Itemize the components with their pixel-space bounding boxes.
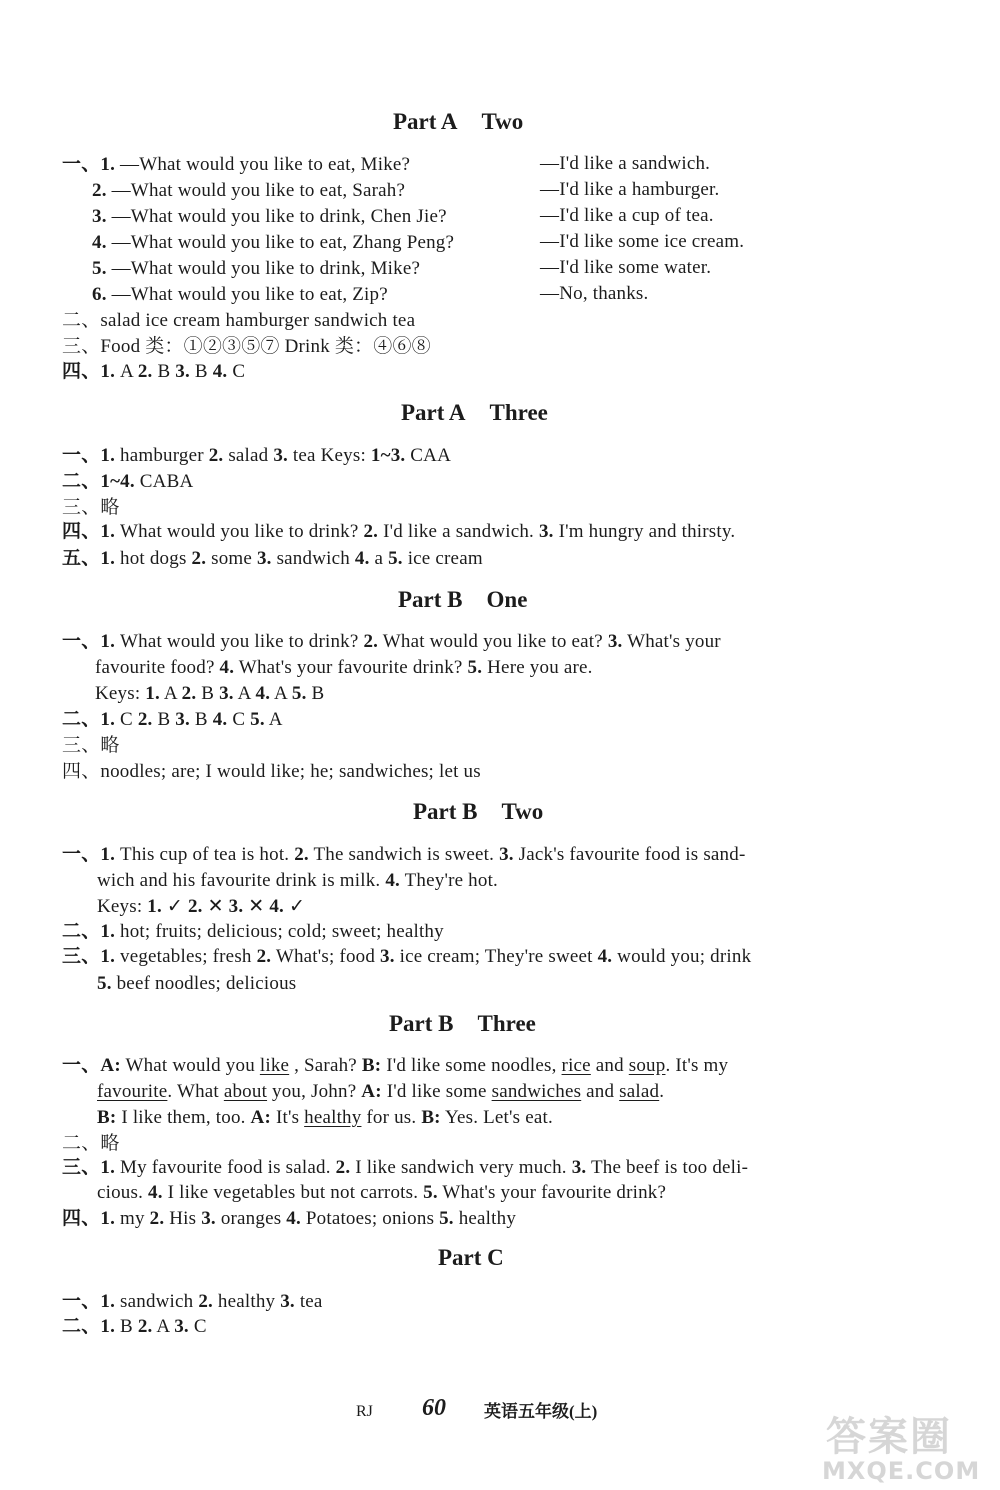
section-title: Part B Three xyxy=(389,1011,536,1036)
answer-line: 一、1. sandwich 2. healthy 3. tea xyxy=(62,1291,323,1312)
section-title: Part A Three xyxy=(401,400,548,425)
answer-line: 三、Food 类：①②③⑤⑦ Drink 类：④⑥⑧ xyxy=(62,336,431,357)
answer-line: 三、1. My favourite food is salad. 2. I like sandwich very much. 3. The beef is too deli- xyxy=(62,1157,749,1178)
answer-line: 5. —What would you like to drink, Mike? xyxy=(92,258,421,279)
footer-code: RJ xyxy=(356,1403,373,1420)
answer-line: 5. beef noodles; delicious xyxy=(97,973,297,994)
answer-line: 四、noodles; are; I would like; he; sandwiches; let us xyxy=(62,761,481,782)
answer-line: 一、1. hamburger 2. salad 3. tea Keys: 1~3. CAA xyxy=(62,445,452,466)
section-title: Part C xyxy=(438,1245,504,1270)
answer-line: 3. —What would you like to drink, Chen Jie? xyxy=(92,206,447,227)
answer-line: —I'd like a sandwich. xyxy=(540,153,711,174)
section-title: Part B One xyxy=(398,587,528,612)
answer-line: —I'd like some water. xyxy=(540,257,712,278)
answer-line: 一、1. This cup of tea is hot. 2. The sandwich is sweet. 3. Jack's favourite food is sand- xyxy=(62,844,746,865)
answer-line: 6. —What would you like to eat, Zip? xyxy=(92,284,388,305)
answer-line: 四、1. A 2. B 3. B 4. C xyxy=(62,361,246,382)
answer-line: favourite food? 4. What's your favourite drink? 5. Here you are. xyxy=(95,657,593,678)
section-title: Part B Two xyxy=(413,799,544,824)
answer-line: 一、1. What would you like to drink? 2. What would you like to eat? 3. What's your xyxy=(62,631,721,652)
watermark-logo: 答案圈 MXQE.COM xyxy=(822,1414,981,1485)
answer-line: 二、1. hot; fruits; delicious; cold; sweet; healthy xyxy=(62,921,444,942)
answer-line: —I'd like a hamburger. xyxy=(540,179,720,200)
page-number: 60 xyxy=(422,1395,446,1421)
answer-line: 四、1. What would you like to drink? 2. I'd like a sandwich. 3. I'm hungry and thirsty. xyxy=(62,521,736,542)
answer-line: favourite. What about you, John? A: I'd like some sandwiches and salad. xyxy=(97,1081,665,1102)
answer-line: 二、salad ice cream hamburger sandwich tea xyxy=(62,310,416,331)
answer-line: 五、1. hot dogs 2. some 3. sandwich 4. a 5. ice cream xyxy=(62,548,483,569)
book-title: 英语五年级(上) xyxy=(484,1402,598,1421)
answer-line: 四、1. my 2. His 3. oranges 4. Potatoes; onions 5. healthy xyxy=(62,1208,517,1229)
answer-line: 一、1. —What would you like to eat, Mike? xyxy=(62,154,411,175)
answer-line: —I'd like some ice cream. xyxy=(540,231,745,252)
answer-line: 二、略 xyxy=(62,1133,120,1154)
answer-line: 二、1. B 2. A 3. C xyxy=(62,1316,207,1337)
section-title: Part A Two xyxy=(393,109,524,134)
answer-line: Keys: 1. A 2. B 3. A 4. A 5. B xyxy=(95,683,325,704)
answer-line: wich and his favourite drink is milk. 4. They're hot. xyxy=(97,870,499,891)
answer-line: —No, thanks. xyxy=(540,283,649,304)
answer-line: 4. —What would you like to eat, Zhang Peng? xyxy=(92,232,455,253)
answer-line: 三、1. vegetables; fresh 2. What's; food 3. ice cream; They're sweet 4. would you; drink xyxy=(62,946,752,967)
answer-line: —I'd like a cup of tea. xyxy=(540,205,714,226)
answer-line: 2. —What would you like to eat, Sarah? xyxy=(92,180,406,201)
answer-line: 三、略 xyxy=(62,735,120,756)
answer-line: 一、A: What would you like , Sarah? B: I'd like some noodles, rice and soup. It's my xyxy=(62,1055,729,1076)
answer-line: B: I like them, too. A: It's healthy for us. B: Yes. Let's eat. xyxy=(97,1107,553,1128)
answer-line: cious. 4. I like vegetables but not carrots. 5. What's your favourite drink? xyxy=(97,1182,667,1203)
answer-line: 二、1~4. CABA xyxy=(62,471,194,492)
answer-line: Keys: 1. ✓ 2. ✕ 3. ✕ 4. ✓ xyxy=(97,896,306,917)
answer-line: 二、1. C 2. B 3. B 4. C 5. A xyxy=(62,709,283,730)
answer-line: 三、略 xyxy=(62,497,120,518)
